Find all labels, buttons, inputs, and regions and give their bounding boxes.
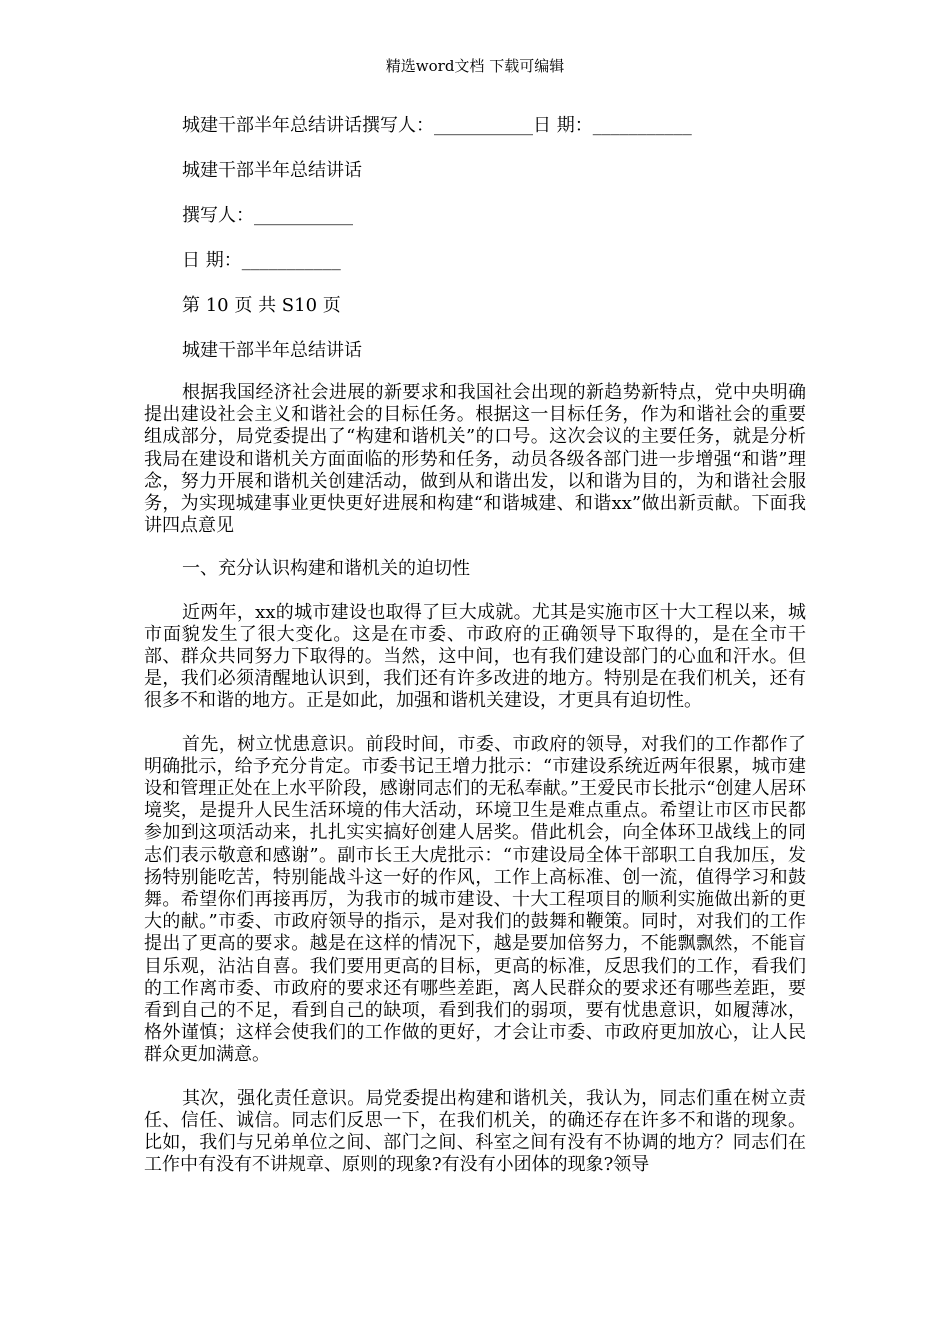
body-paragraph: 其次，强化责任意识。局党委提出构建和谐机关，我认为，同志们重在树立责任、信任、诚信。同志们反思一下，在我们机关，的确还存在许多不和谐的现象。比如，我们与兄弟单位之间、部门之间、科室之间有没有不协调的地方？同志们在工作中有没有不讲规章、原则的现象?有没有小团体的现象?领导 [144, 1087, 806, 1176]
date-field: 日 期：___________ [182, 250, 341, 271]
page-header: 精选word文档 下载可编辑 [385, 57, 565, 75]
document-body [144, 112, 806, 1198]
page-number: 第 10 页 共 S10 页 [182, 295, 341, 316]
intro-paragraph: 根据我国经济社会进展的新要求和我国社会出现的新趋势新特点，党中央明确提出建设社会主义和谐社会的目标任务。根据这一目标任务，作为和谐社会的重要组成部分，局党委提出了“构建和谐机关”的口号。这次会议的主要任务，就是分析我局在建设和谐机关方面面临的形势和任务，动员各级各部门进一步增强“和谐”理念，努力开展和谐机关创建活动，做到从和谐出发，以和谐为目的，为和谐社会服务，为实现城建事业更快更好进展和构建“和谐城建、和谐xx”做出新贡献。下面我讲四点意见 [144, 382, 806, 537]
speech-title: 城建干部半年总结讲话 [182, 340, 362, 361]
author-field: 撰写人：___________ [182, 205, 353, 226]
section-heading: 一、充分认识构建和谐机关的迫切性 [182, 558, 470, 580]
title-author-date-line: 城建干部半年总结讲话撰写人：___________日 期：___________ [182, 115, 692, 136]
document-title: 城建干部半年总结讲话 [182, 160, 362, 181]
body-paragraph: 近两年，xx的城市建设也取得了巨大成就。尤其是实施市区十大工程以来，城市面貌发生了很大变化。这是在市委、市政府的正确领导下取得的，是在全市干部、群众共同努力下取得的。当然，这中间，也有我们建设部门的心血和汗水。但是，我们必须清醒地认识到，我们还有许多改进的地方。特别是在我们机关，还有很多不和谐的地方。正是如此，加强和谐机关建设，才更具有迫切性。 [144, 601, 806, 712]
body-paragraph: 首先，树立忧患意识。前段时间，市委、市政府的领导，对我们的工作都作了明确批示，给予充分肯定。市委书记王增力批示：“市建设系统近两年很累，城市建设和管理正处在上水平阶段，感谢同志们的无私奉献。”王爱民市长批示“创建人居环境奖，是提升人民生活环境的伟大活动，环境卫生是难点重点。希望让市区市民都参加到这项活动来，扎扎实实搞好创建人居奖。借此机会，向全体环卫战线上的同志们表示敬意和感谢”。副市长王大虎批示：“市建设局全体干部职工自我加压，发扬特别能吃苦，特别能战斗这一好的作风，工作上高标准、创一流，值得学习和鼓舞。希望你们再接再厉，为我市的城市建设、十大工程项目的顺利实施做出新的更大的献。”市委、市政府领导的指示，是对我们的鼓舞和鞭策。同时，对我们的工作提出了更高的要求。越是在这样的情况下，越是要加倍努力，不能飘飘然，不能盲目乐观，沾沾自喜。我们要用更高的目标，更高的标准，反思我们的工作，看我们的工作离市委、市政府的要求还有哪些差距，离人民群众的要求还有哪些差距，要看到自己的不足，看到自己的缺项，看到我们的弱项，要有忧患意识，如履薄冰，格外谨慎；这样会使我们的工作做的更好，才会让市委、市政府更加放心，让人民群众更加满意。 [144, 733, 806, 1066]
